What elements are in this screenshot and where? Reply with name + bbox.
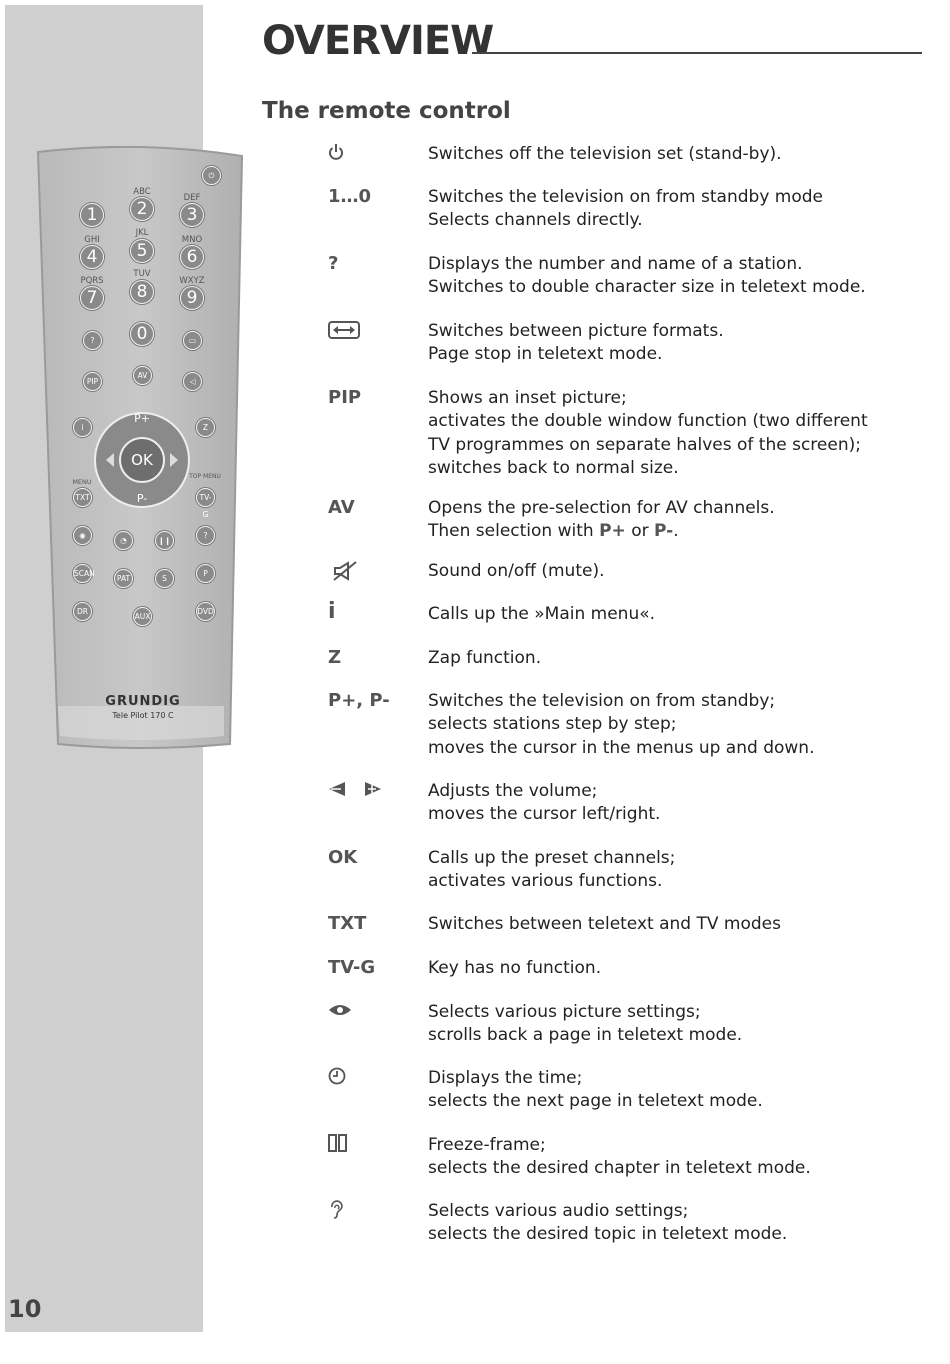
picture-format-icon [328, 320, 360, 340]
digit-3-button: 3 [180, 203, 204, 227]
desc-line: Switches to double character size in teletext mode. [428, 277, 866, 298]
remote-control-illustration [36, 146, 244, 750]
remote-clock-button: ◔ [114, 531, 133, 550]
desc-line: Sound on/off (mute). [428, 561, 605, 581]
desc-line: Switches the television on from standby; [428, 691, 776, 711]
desc-line [428, 520, 775, 543]
digit-2-button: 2 [130, 197, 154, 221]
desc-line: Shows an inset picture; [428, 388, 627, 408]
remote-pip-button: PIP [83, 372, 102, 391]
desc-line: moves the cursor left/right. [428, 804, 661, 825]
remote-mute-button: ◁ [183, 372, 202, 391]
entry-key: TXT [328, 913, 367, 934]
title-rule [472, 52, 922, 54]
p-plus-label: P+ [134, 412, 150, 425]
desc-line: selects the next page in teletext mode. [428, 1091, 763, 1112]
p-minus-label: P- [136, 492, 148, 505]
remote-format-button: ▭ [183, 331, 202, 350]
desc-key-ref: P+ [599, 521, 626, 542]
ok-label: OK [131, 451, 153, 469]
desc-line: Displays the time; [428, 1068, 583, 1088]
desc-line: selects stations step by step; [428, 714, 677, 735]
label-pqrs: PQRS [80, 276, 104, 286]
desc-line: switches back to normal size. [428, 458, 679, 479]
remote-eye-button: ◉ [73, 526, 92, 545]
entry-key: AV [328, 497, 355, 518]
eye-icon [328, 1003, 352, 1017]
desc-text: or [625, 521, 655, 542]
desc-line: selects the desired topic in teletext mode. [428, 1224, 788, 1245]
desc-line: Calls up the preset channels; [428, 848, 676, 868]
desc-line: Selects various picture settings; [428, 1002, 701, 1022]
entry-key: 1…0 [328, 186, 372, 207]
remote-info-button: i [73, 418, 92, 437]
desc-line: activates various functions. [428, 871, 663, 892]
label-mno: MNO [181, 235, 203, 245]
remote-s-button: S [155, 569, 174, 588]
remote-tvg-button: TV-G [196, 488, 215, 507]
remote-pause-button: ❙❙ [155, 531, 174, 550]
desc-line: Switches between picture formats. [428, 321, 724, 341]
remote-model-name: Tele Pilot 170 C [112, 711, 174, 720]
desc-text: . [673, 521, 679, 542]
desc-line: Selects channels directly. [428, 210, 643, 231]
entry-key: PIP [328, 387, 362, 408]
entry-key: i [328, 599, 336, 624]
remote-dr-button: DR [73, 602, 92, 621]
desc-line: Switches off the television set (stand-by). [428, 144, 782, 164]
volume-arrows-icon [328, 780, 384, 798]
label-abc: ABC [133, 187, 151, 197]
mute-icon [332, 560, 358, 582]
desc-line: Selects various audio settings; [428, 1201, 689, 1221]
desc-line: Page stop in teletext mode. [428, 344, 663, 365]
remote-txt-button: TXT [73, 488, 92, 507]
remote-p-button: P [196, 564, 215, 583]
digit-8-button: 8 [130, 280, 154, 304]
digit-0-button: 0 [130, 322, 154, 346]
desc-key-ref: P- [654, 521, 674, 542]
desc-line: Displays the number and name of a station. [428, 254, 803, 274]
digit-5-button: 5 [130, 239, 154, 263]
entry-key: Z [328, 647, 342, 668]
label-wxyz: WXYZ [179, 276, 205, 286]
desc-line: Switches between teletext and TV modes [428, 914, 781, 934]
digit-9-button: 9 [180, 286, 204, 310]
clock-icon [328, 1067, 346, 1085]
desc-line: Adjusts the volume; [428, 781, 598, 801]
desc-line: Calls up the »Main menu«. [428, 604, 656, 624]
remote-aux-button: AUX [133, 607, 152, 626]
power-icon [328, 143, 344, 161]
remote-question-button: ? [83, 331, 102, 350]
remote-ear-button: ? [196, 526, 215, 545]
desc-line: Opens the pre-selection for AV channels. [428, 498, 775, 518]
digit-1-button: 1 [80, 203, 104, 227]
desc-text: Then selection with [428, 521, 600, 542]
entry-key: OK [328, 847, 358, 868]
page-title: OVERVIEW [262, 18, 494, 64]
label-jkl: JKL [135, 228, 149, 238]
desc-line: Switches the television on from standby mode [428, 187, 823, 207]
ear-icon [328, 1200, 344, 1220]
page-number: 10 [8, 1295, 42, 1323]
desc-line: scrolls back a page in teletext mode. [428, 1025, 743, 1046]
section-subtitle: The remote control [262, 98, 511, 124]
desc-line: activates the double window function (two different [428, 411, 868, 432]
entry-key: ? [328, 253, 339, 274]
remote-zap-button: Z [196, 418, 215, 437]
label-ghi: GHI [84, 235, 100, 245]
label-tuv: TUV [133, 269, 151, 279]
remote-scan-button: SCAN [73, 564, 92, 583]
remote-power-button: ⏻ [202, 166, 221, 185]
remote-pat-button: PAT [114, 569, 133, 588]
remote-brand-logo: GRUNDIG [105, 694, 181, 709]
remote-av-button: AV [133, 366, 152, 385]
desc-line: TV programmes on separate halves of the screen); [428, 434, 861, 455]
entry-key: P+, P- [328, 690, 390, 711]
desc-line: Zap function. [428, 648, 542, 668]
remote-dvd-button: DVD [196, 602, 215, 621]
digit-7-button: 7 [80, 286, 104, 310]
entry-key: TV-G [328, 957, 376, 978]
digit-6-button: 6 [180, 245, 204, 269]
digit-4-button: 4 [80, 245, 104, 269]
desc-line: selects the desired chapter in teletext mode. [428, 1158, 811, 1179]
desc-line: moves the cursor in the menus up and down. [428, 737, 815, 758]
top-menu-label: TOP MENU [189, 473, 221, 480]
label-def: DEF [183, 193, 201, 203]
desc-line: Freeze-frame; [428, 1135, 546, 1155]
freeze-frame-icon [328, 1134, 348, 1152]
desc-line: Key has no function. [428, 958, 602, 978]
menu-label: MENU [72, 478, 92, 486]
